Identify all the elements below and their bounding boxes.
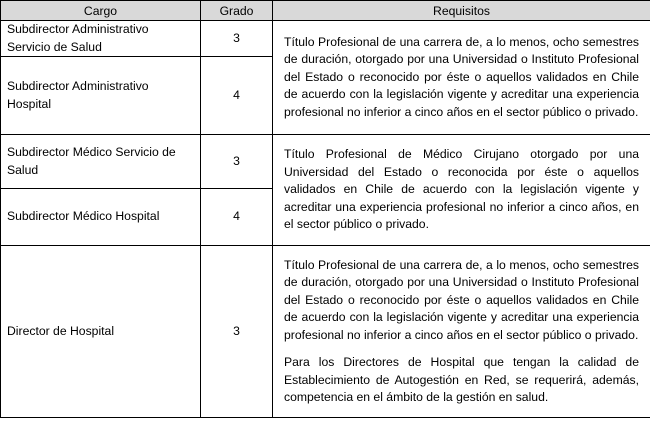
grado-cell: 3 bbox=[201, 135, 273, 189]
cargo-cell: Subdirector Administrativo Servicio de Salud bbox=[1, 21, 201, 57]
header-requisitos: Requisitos bbox=[273, 1, 650, 21]
requisitos-cell bbox=[273, 246, 650, 418]
table-row bbox=[1, 135, 650, 189]
requisitos-cell bbox=[273, 135, 650, 246]
table-row bbox=[1, 21, 650, 57]
requisitos-text: Título Profesional de una carrera de, a lo menos, ocho semestres de duración, otorgado por una Universidad o Instituto Profesional del Estado o reconocido por éste o aquellos validados en Chile de acuerdo con la legislación vigente y acreditar una experiencia profesional no inferior a cinco años en el sector público o privado. bbox=[284, 34, 639, 119]
header-row bbox=[1, 1, 650, 21]
grado-cell: 4 bbox=[201, 57, 273, 135]
grado-cell: 3 bbox=[201, 21, 273, 57]
cargo-cell: Subdirector Médico Hospital bbox=[1, 189, 201, 246]
grado-cell: 3 bbox=[201, 246, 273, 418]
requisitos-text-extra: Para los Directores de Hospital que tengan la calidad de Establecimiento de Autogestión en Red, se requerirá, además, competencia en el ámbito de la gestión en salud. bbox=[284, 355, 639, 404]
table-row bbox=[1, 246, 650, 418]
requisitos-text: Título Profesional de una carrera de, a lo menos, ocho semestres de duración, otorgado por una Universidad o Instituto Profesional del Estado o reconocido por éste o aquellos validados en Chile de acuerdo con la legislación vigente y acreditar una experiencia profesional no inferior a cinco años en el sector público o privado. bbox=[284, 257, 639, 342]
header-grado: Grado bbox=[201, 1, 273, 21]
cargo-cell: Subdirector Administrativo Hospital bbox=[1, 57, 201, 135]
header-cargo: Cargo bbox=[1, 1, 201, 21]
requisitos-cell bbox=[273, 21, 650, 135]
grado-cell: 4 bbox=[201, 189, 273, 246]
cargo-cell: Subdirector Médico Servicio de Salud bbox=[1, 135, 201, 189]
cargo-cell: Director de Hospital bbox=[1, 246, 201, 418]
requisitos-text: Título Profesional de Médico Cirujano otorgado por una Universidad del Estado o reconocida por éste o aquellos validados en Chile de acuerdo con la legislación vigente y acreditar una experiencia profesional no inferior a cinco años, en el sector público o privado. bbox=[284, 147, 639, 232]
